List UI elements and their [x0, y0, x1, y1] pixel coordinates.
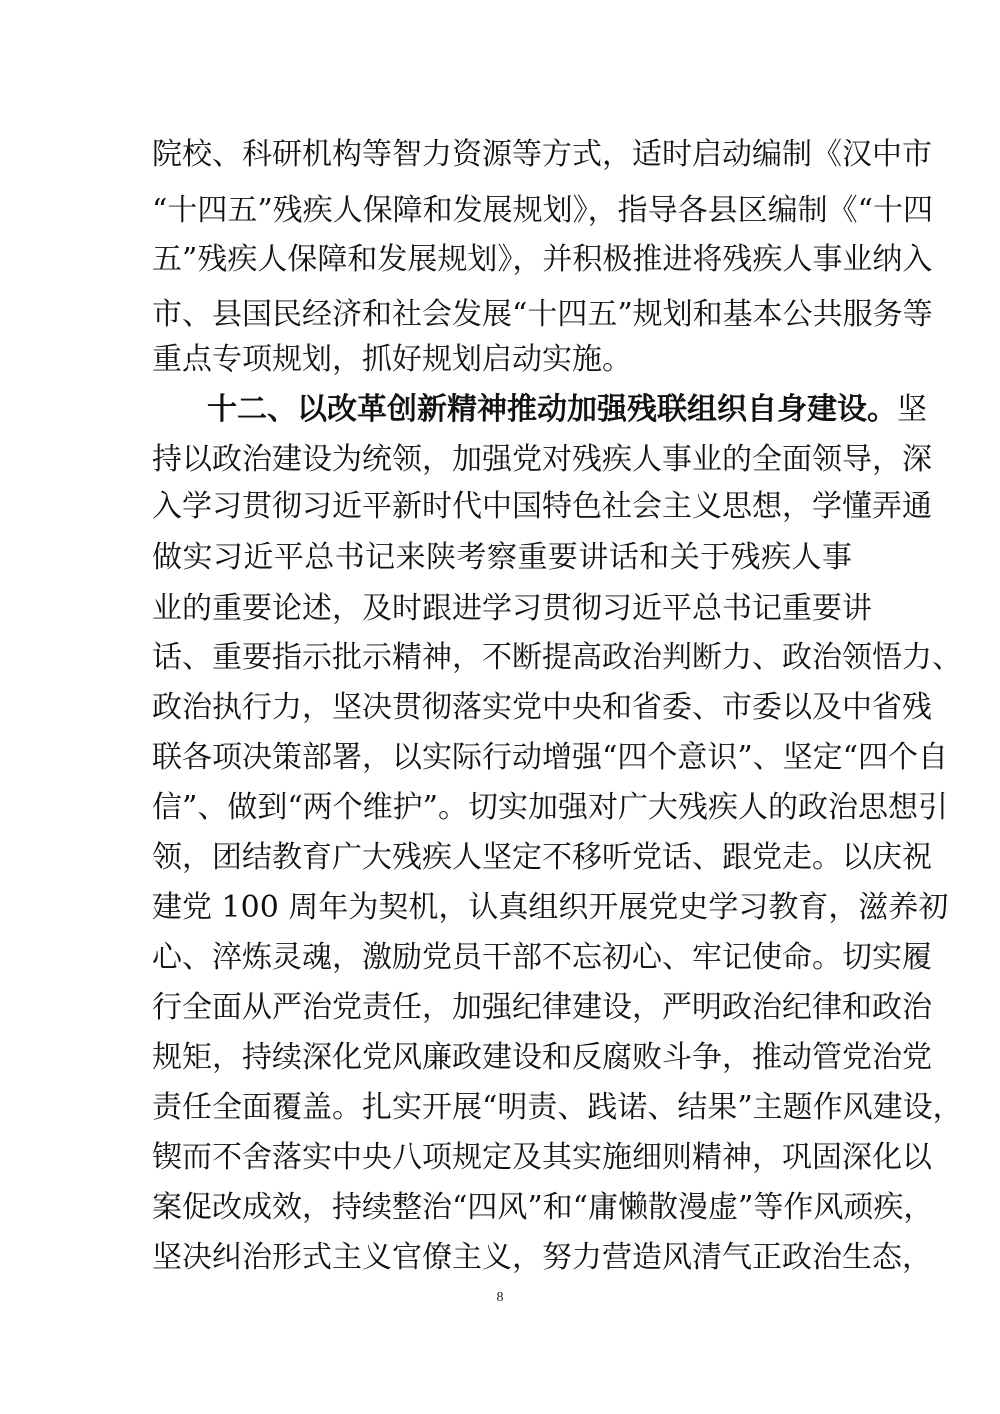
paragraph2-line-14: 责任全面覆盖。扎实开展“明责、践诺、结果”主题作风建设， — [152, 1090, 963, 1125]
paragraph1-line-4: 市、县国民经济和社会发展“十四五”规划和基本公共服务等 — [152, 297, 933, 332]
paragraph2-line-5: 话、重要指示批示精神，不断提高政治判断力、政治领悟力、 — [152, 640, 962, 675]
paragraph2-line-9: 领，团结教育广大残疾人坚定不移听党话、跟党走。以庆祝 — [152, 840, 932, 875]
paragraph2-line-2: 入学习贯彻习近平新时代中国特色社会主义思想，学懂弄通 — [152, 489, 932, 524]
paragraph1-line-1: 院校、科研机构等智力资源等方式，适时启动编制《汉中市 — [152, 137, 932, 172]
paragraph2-line-3: 做实习近平总书记来陕考察重要讲话和关于残疾人事 — [152, 540, 852, 575]
paragraph2-line-8: 信”、做到“两个维护”。切实加强对广大残疾人的政治思想引 — [152, 790, 949, 825]
section-heading-line — [207, 390, 927, 430]
paragraph2-line-16: 案促改成效，持续整治“四风”和“庸懒散漫虚”等作风顽疾， — [152, 1190, 934, 1225]
paragraph2-line-12: 行全面从严治党责任，加强纪律建设，严明政治纪律和政治 — [152, 990, 932, 1025]
paragraph1-line-2: “十四五”残疾人保障和发展规划》，指导各县区编制《“十四 — [152, 193, 934, 228]
paragraph2-line-15: 锲而不舍落实中央八项规定及其实施细则精神，巩固深化以 — [152, 1140, 932, 1175]
section-heading-tail: 坚 — [897, 392, 927, 427]
paragraph2-line-6: 政治执行力，坚决贯彻落实党中央和省委、市委以及中省残 — [152, 690, 932, 725]
paragraph2-line-4: 业的重要论述，及时跟进学习贯彻习近平总书记重要讲 — [152, 591, 872, 626]
paragraph1-line-5: 重点专项规划，抓好规划启动实施。 — [152, 342, 632, 377]
paragraph2-line-7: 联各项决策部署，以实际行动增强“四个意识”、坚定“四个自 — [152, 740, 949, 775]
page-number: 8 — [496, 1290, 504, 1305]
paragraph2-line-13: 规矩，持续深化党风廉政建设和反腐败斗争，推动管党治党 — [152, 1040, 932, 1075]
paragraph2-line-10: 建党 100 周年为契机，认真组织开展党史学习教育，滋养初 — [152, 890, 949, 925]
paragraph2-line-17: 坚决纠治形式主义官僚主义，努力营造风清气正政治生态， — [152, 1240, 932, 1275]
paragraph1-line-3: 五”残疾人保障和发展规划》，并积极推进将残疾人事业纳入 — [152, 242, 933, 277]
paragraph2-line-1: 持以政治建设为统领，加强党对残疾人事业的全面领导，深 — [152, 442, 932, 477]
section-heading: 十二、以改革创新精神推动加强残联组织自身建设。 — [207, 392, 897, 427]
paragraph2-line-11: 心、淬炼灵魂，激励党员干部不忘初心、牢记使命。切实履 — [152, 940, 932, 975]
